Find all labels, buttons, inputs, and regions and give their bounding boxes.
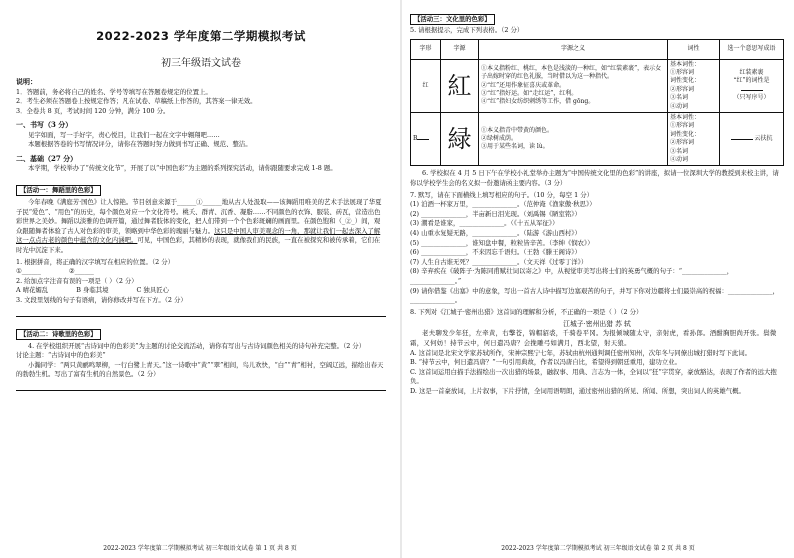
- passage: [16, 198, 386, 256]
- answer-line[interactable]: [16, 308, 386, 317]
- idiom-text: 红装素裹: [739, 69, 764, 76]
- pos-item: 基本词性：: [670, 60, 701, 68]
- header-meaning: 字源之义: [479, 39, 668, 59]
- notes-label: 说明：: [16, 77, 37, 86]
- pos-item: ③名词: [670, 147, 689, 155]
- paper-title: 初三年级语文试卷: [161, 58, 241, 69]
- pos-item: ②形容词: [670, 139, 695, 147]
- note-3: 3．全卷共 8 页，考试时间 120 分钟，满分 100 分。: [16, 106, 170, 115]
- pos-cell: [668, 59, 720, 112]
- passage-text: 今年春晚《满庭芳·国色》让人惊艳。节目创意来源于______①______地从古人处汲取——该舞蹈用唯美的艺术手法展现了华夏子民“爱色”、“用色”的历史，每个颜色对应一个文化符号。桃夭、群青、沉香、凝脂……不同颜色的衣饰、服装、砖瓦，营造出色彩世界之美妙。舞蹈以淡雅的色调开篇，通过舞者肢体的变化，把人们带到一个个色彩斑斓的画面里。在颜色饱和（_②_）间，观众跟随舞者体验了古人对色彩的审美，领略到中华色彩的瑰丽与魅力。: [16, 198, 382, 235]
- option-a[interactable]: A. 这首词是北宋文学家苏轼所作，宋神宗熙宁七年，苏轼由杭州通判调任密州知州，次年冬与同僚出城打猎时写下此词。: [410, 348, 751, 357]
- idiom-cell: [720, 59, 784, 112]
- table-header-row: [411, 39, 784, 59]
- q7-item: (2) ______________，半亩新日泪光现。（刘禹锡《陋室铭》）: [410, 209, 581, 218]
- idiom-text: “红”的词性是: [733, 77, 770, 85]
- header-zixing: 字形: [411, 39, 441, 59]
- question-2: 2. 给加点字注音有误的一项是（ ）（2 分）: [16, 276, 138, 285]
- meaning-item: ③用于某些名词，读 lù。: [481, 143, 549, 151]
- header-idiom: 选一个意思写成语: [720, 39, 784, 59]
- question-6: 6. 学校拟在 4 月 5 日下午在学校小礼堂举办主题为“中国传统文化里的色彩”的讲座，拟请一位深圳大学的教授到来校主讲，请你以学校学生会的名义拟一份邀请函主要内容。（3 分）: [410, 169, 779, 188]
- activity-3-label: 【活动三：文化里的色彩】: [410, 14, 495, 25]
- character-table: [410, 39, 784, 167]
- question-8: 8. 下列对《江城子·密州出猎》这首词的理解和分析，不正确的一项是（ ）（2 分）: [410, 307, 643, 316]
- option-c[interactable]: C 独具匠心: [136, 286, 169, 295]
- glyph-cell: [441, 59, 479, 112]
- note-1: 1．答题前，务必将自己的姓名、学号等填写在答题卷规定的位置上。: [16, 87, 212, 96]
- q7-item: (1) 泊酒一杯家万里，______________。（范仲淹《渔家傲·秋思》）: [410, 200, 596, 209]
- section-2-intro: 本学期，学校举办了“传统文化节”，开展了以“中国色彩”为主题的系列探究活动，请你跟随要求完成 1-8 题。: [28, 164, 337, 173]
- pos-item: ①形容词: [670, 122, 695, 130]
- meaning-cell: [479, 113, 668, 166]
- q7-item-9: (9) 请你借鉴《出塞》中的意象，写出一首古人诗中描写边塞艰苦的句子，并写下你对边疆将士们最崇高的祝福：______________，______________。: [410, 286, 779, 305]
- seal-glyph: 緑: [447, 125, 472, 154]
- activity-1-label: 【活动一：舞蹈里的色彩】: [16, 185, 101, 196]
- pos-item: ②形容词: [670, 85, 695, 93]
- question-7-title: 7. 默写，请在下面横线上填写相应的句子。（10 分，每空 1 分）: [410, 190, 593, 199]
- meaning-item: ②“红”还用作象征喜庆或革命。: [481, 81, 566, 89]
- note-2: 2．考生必须在答题卷上按规定作答；凡在试卷、草稿纸上作答的，其答案一律无效。: [16, 97, 257, 106]
- activity-2-label: 【活动二：诗歌里的色彩】: [16, 329, 101, 340]
- question-2-options: [16, 286, 386, 296]
- option-d[interactable]: D. 这是一首豪放词，上片叙事，下片抒情，全词用语明朗，通过密州出猎的所见、所闻、所想，突出词人的英雄气概。: [410, 386, 745, 395]
- answer-line[interactable]: [16, 382, 386, 391]
- question-1-blanks: [16, 267, 386, 277]
- pos-cell: [668, 113, 720, 166]
- option-b[interactable]: B 身临其境: [76, 286, 109, 295]
- q7-item: (3) 潮看是谁家，______________。（《十五从军征》）: [410, 219, 559, 228]
- q7-item: (4) 山重水复疑无路，______________。（陆游《游山西村》）: [410, 229, 581, 238]
- question-4: 4. 在学校组织开展“古诗词中的色彩美”为主题的讨论交流活动，请你有写出与古诗词颜色相关的诗句补充完整。（2 分）: [28, 341, 366, 350]
- option-a[interactable]: A 晴花媚乱: [16, 286, 49, 295]
- glyph-cell: [441, 113, 479, 166]
- q7-item: (7) 人生自古谁无死？______________。（文天祥《过零丁洋》）: [410, 257, 588, 266]
- page-footer: 2022-2023 学年度第二学期模拟考试 初三年级语文试卷 第 2 页 共 8 页: [501, 545, 695, 552]
- meaning-item: ②绿树成荫。: [481, 135, 518, 143]
- pos-item: 词性变化：: [670, 130, 701, 138]
- table-row: [411, 59, 784, 112]
- char-label: B: [413, 135, 418, 143]
- blank-1[interactable]: ①______: [16, 267, 41, 276]
- pos-item: ④动词: [670, 156, 689, 164]
- meaning-item: ①本义指青中带黄的颜色。: [481, 126, 554, 134]
- option-b[interactable]: B. “持节云中，何日遣冯唐？”一句引用典故，作者以冯唐自比，希望得到朝廷重用，建功立业。: [410, 358, 681, 367]
- meaning-cell: [479, 59, 668, 112]
- q7-item-8: (8) 辛弃疾在《破阵子·为陈同甫赋壮词以寄之》中，从视觉审美写出将士们的英勇气概的句子：“______________，______________。”: [410, 267, 734, 285]
- header-pos: 词性: [668, 39, 720, 59]
- pos-item: ①形容词: [670, 69, 695, 76]
- section-2-title: 二、基础（27 分）: [16, 153, 78, 163]
- idiom-text: 云扶抗: [754, 135, 773, 143]
- question-5: 5. 请根据提示，完成下列表格。（2 分）: [410, 26, 524, 34]
- page-2: [402, 0, 794, 558]
- exam-title: 2022-2023 学年度第二学期模拟考试: [96, 29, 306, 43]
- passage-underlined-sentence: 这只是中国人审美观念的一角，那就让我们一起去深入了解这一点点古老的颜色中蕴含的文化内涵吧。: [16, 226, 381, 245]
- passage-tail: 可见，中国色彩，其精妙的表现，就像我们的民族，一直在被探究和被传承着，它们在时光中沉淀下来。: [16, 236, 381, 255]
- question-4-topic: 讨论主题：“古诗词中的色彩美”: [16, 351, 106, 360]
- option-c[interactable]: C. 这首词运用白描手法描绘出一次出猎的场景，融叙事、用典、言志为一体，全词以“狂”字贯穿，豪放豁达，表现了作者的远大抱负。: [410, 367, 777, 386]
- meaning-item: ①本义指粉红、桃红，本色是浅淡的一种红，如“红装素裹”，表示女子出嫁时穿的红色礼服，当时借以为这一种指代。: [481, 64, 662, 81]
- poem-body: 老夫聊发少年狂，左牵黄，右擎苍，锦帽貂裘，千骑卷平冈。为报倾城随太守，亲射虎，看孙郎。酒酣胸胆尚开张。鬓微霜，又何妨！持节云中，何日遣冯唐？会挽雕弓如满月，西北望，射天狼。: [410, 329, 777, 347]
- seal-glyph: 紅: [447, 71, 472, 100]
- meaning-item: ③“红”指好运。如“走红运”，红利。: [481, 90, 578, 98]
- char-cell: [411, 113, 441, 166]
- pos-item: ③名词: [670, 94, 689, 102]
- q7-item: (5) ______________，谁知盘中餐，粒粒皆辛苦。（李绅《悯农》）: [410, 238, 594, 247]
- header-ziyuan: 字源: [441, 39, 479, 59]
- meaning-item: ④“红”指妇女纺织刺绣等工作，借 gōng。: [481, 98, 595, 106]
- blank-2[interactable]: ②______: [68, 267, 94, 276]
- idiom-cell: [720, 113, 784, 166]
- question-4-dialog: 小瀚同学：“两只黄鹂鸣翠柳，一行白鹭上青天。”这一诗歌中“黄”“翠”相间，鸟儿欢快，“白”“青”相衬，空阔辽远，描绘出春天的勃勃生机。写出了富有生机的自然景色。（2 分）: [16, 360, 384, 379]
- question-3: 3. 文段里划线的句子有语病，请你修改并写在下方。（2 分）: [16, 296, 187, 304]
- section-1-title: 一、书写（3 分）: [16, 120, 73, 130]
- char-cell: 红: [411, 59, 441, 112]
- answer-blank[interactable]: [741, 90, 763, 91]
- answer-blank[interactable]: [417, 139, 429, 140]
- q7-item: (6) ______________，不来因忘千语归。（王勃《滕王阁诗》）: [410, 248, 581, 257]
- table-row: [411, 113, 784, 166]
- page-footer: 2022-2023 学年度第二学期模拟考试 初三年级语文试卷 第 1 页 共 8 页: [103, 545, 297, 552]
- question-1: 1. 根据拼音，将正确的汉字填写在相应的位置。（2 分）: [16, 257, 175, 266]
- poem-title: 江城子·密州出猎 苏 轼: [563, 320, 631, 329]
- section-1-text-2: 本题根据答卷的书写情况评分，请你在答题时努力做到书写正确、规范、整洁。: [28, 140, 252, 149]
- answer-blank[interactable]: [731, 139, 753, 140]
- pos-item: 词性变化：: [670, 77, 701, 85]
- idiom-text: （只写序号）: [733, 94, 770, 102]
- section-1-text: 见字如面，写一手好字，责心悦目，让我们一起在文字中翱翔吧……: [28, 130, 220, 139]
- pos-item: 基本词性：: [670, 114, 701, 122]
- pos-item: ④动词: [670, 102, 689, 110]
